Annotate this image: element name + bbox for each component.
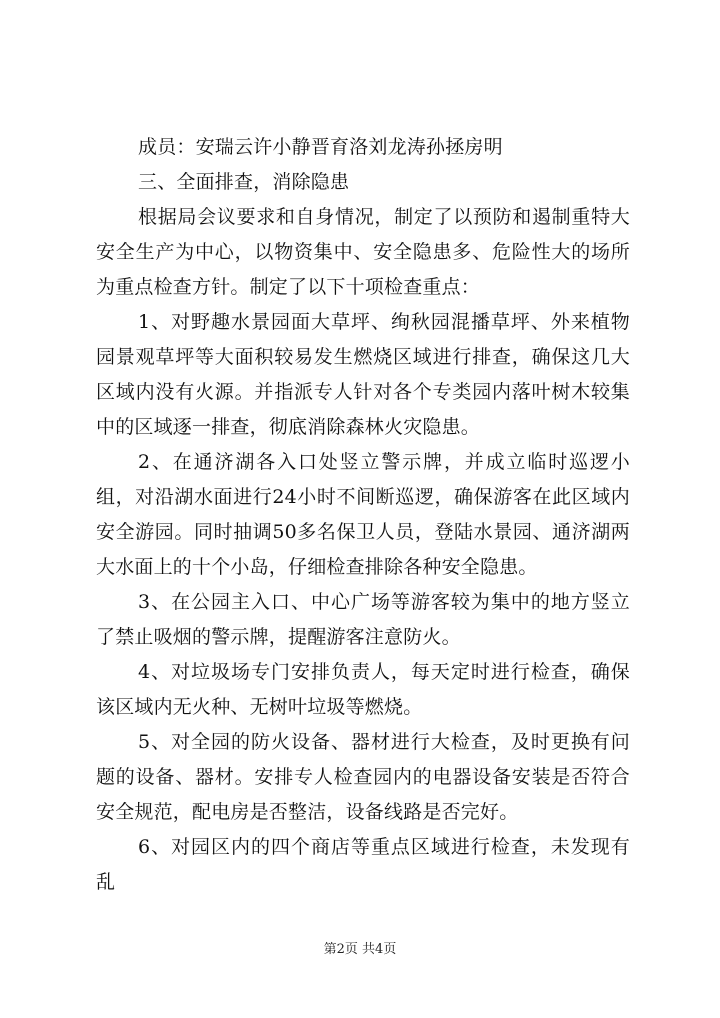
- document-body: [96, 130, 630, 900]
- item-3-paragraph: 3、在公园主入口、中心广场等游客较为集中的地方竖立了禁止吸烟的警示牌，提醒游客注意防火。: [96, 591, 630, 648]
- page-footer: 第2页 共4页: [323, 942, 397, 957]
- item-6-paragraph: 6、对园区内的四个商店等重点区域进行检查，未发现有乱: [96, 836, 630, 893]
- item-2-paragraph: 2、在通济湖各入口处竖立警示牌，并成立临时巡逻小组，对沿湖水面进行24小时不间断巡逻，确保游客在此区域内安全游园。同时抽调50多名保卫人员，登陆水景园、通济湖两大水面上的十个小岛，仔细检查排除各种安全隐患。: [96, 451, 630, 578]
- item-4-paragraph: 4、对垃圾场专门安排负责人，每天定时进行检查，确保该区域内无火种、无树叶垃圾等燃烧。: [96, 661, 630, 718]
- section-heading: 三、全面排查，消除隐患: [138, 171, 350, 193]
- item-1-paragraph: 1、对野趣水景园面大草坪、绚秋园混播草坪、外来植物园景观草坪等大面积较易发生燃烧区域进行排查，确保这几大区域内没有火源。并指派专人针对各个专类园内落叶树木较集中的区域逐一排查，彻底消除森林火灾隐患。: [96, 311, 630, 438]
- members-line: 成员：安瑞云许小静晋育洛刘龙涛孙拯房明: [138, 136, 503, 158]
- intro-paragraph: 根据局会议要求和自身情况，制定了以预防和遏制重特大安全生产为中心，以物资集中、安全隐患多、危险性大的场所为重点检查方针。制定了以下十项检查重点：: [96, 206, 630, 298]
- item-5-paragraph: 5、对全园的防火设备、器材进行大检查，及时更换有问题的设备、器材。安排专人检查园内的电器设备安装是否符合安全规范，配电房是否整洁，设备线路是否完好。: [96, 731, 630, 823]
